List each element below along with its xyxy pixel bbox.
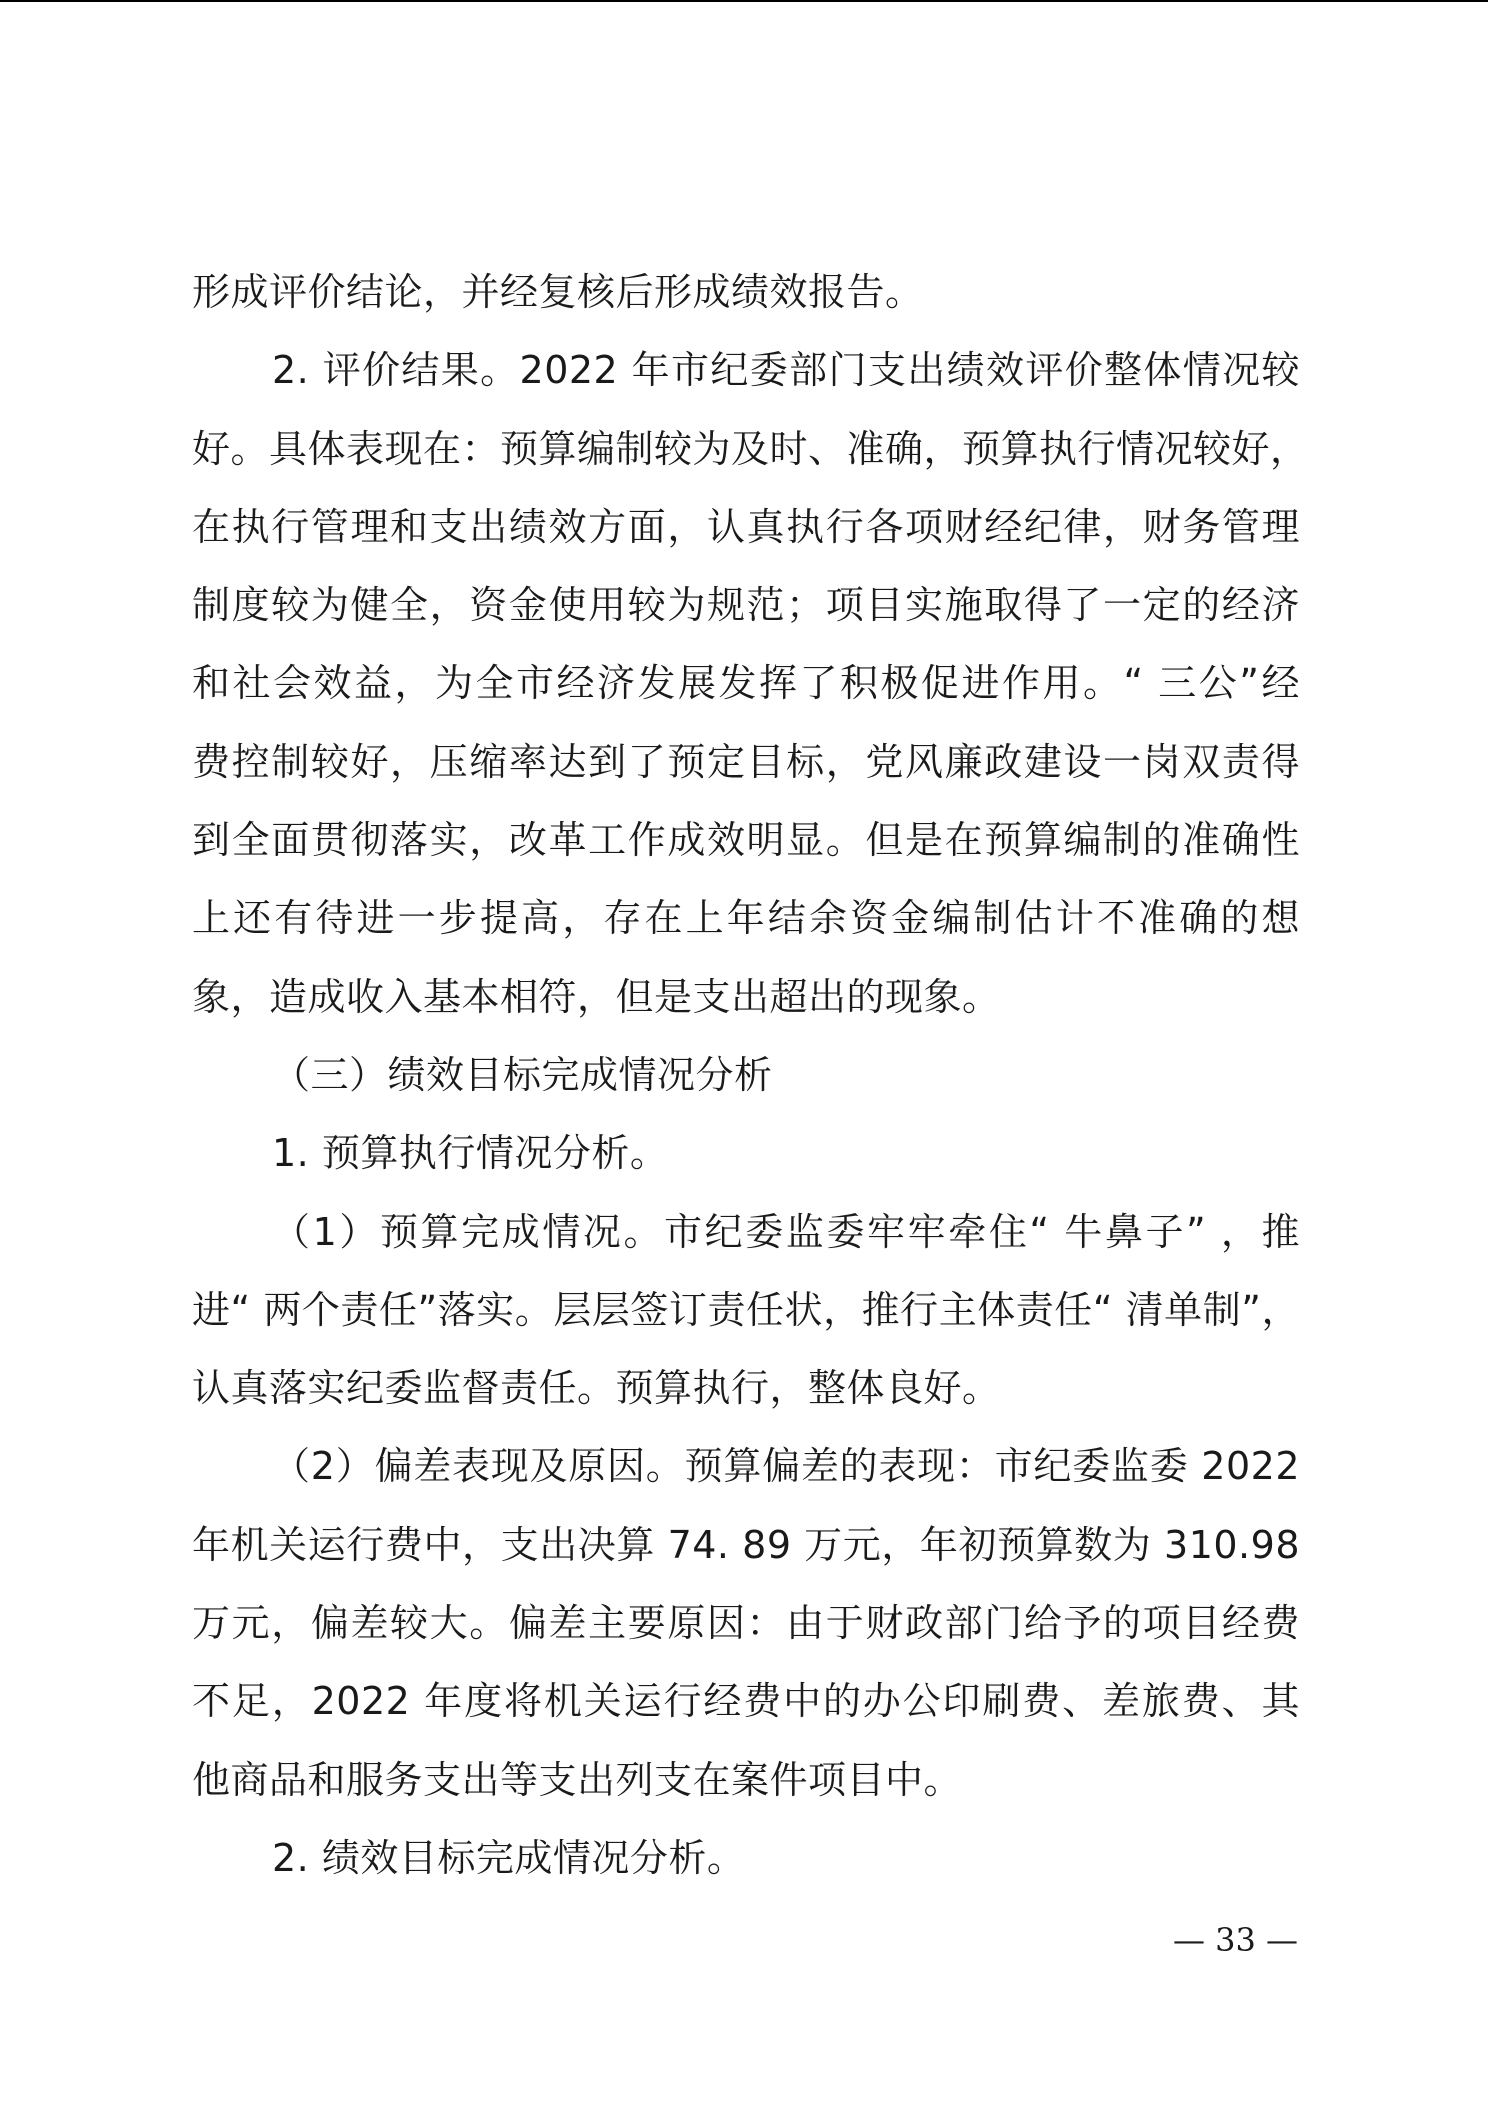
paragraph-line: 2. 评价结果。2022 年市纪委部门支出绩效评价整体情况较: [272, 348, 1300, 393]
paragraph-line: （2）偏差表现及原因。预算偏差的表现：市纪委监委 2022: [272, 1444, 1300, 1489]
paragraph-line: 制度较为健全，资金使用较为规范；项目实施取得了一定的经济: [192, 583, 1300, 628]
section-heading: （三）绩效目标完成情况分析: [272, 1052, 773, 1097]
paragraph-line: 年机关运行费中，支出决算 74. 89 万元，年初预算数为 310.98: [192, 1522, 1300, 1567]
paragraph-line: 他商品和服务支出等支出列支在案件项目中。: [192, 1757, 963, 1802]
paragraph-line: （1）预算完成情况。市纪委监委牢牢牵住“ 牛鼻子” ，推: [272, 1209, 1300, 1254]
paragraph-line: 认真落实纪委监督责任。预算执行，整体良好。: [192, 1366, 1001, 1411]
subsection-heading: 2. 绩效目标完成情况分析。: [272, 1835, 746, 1880]
paragraph-line: 进“ 两个责任”落实。层层签订责任状，推行主体责任“ 清单制”，: [192, 1287, 1300, 1332]
page-number: — 33 —: [1172, 1921, 1298, 1959]
paragraph-line: 上还有待进一步提高，存在上年结余资金编制估计不准确的想: [192, 896, 1300, 941]
paragraph-line: 万元，偏差较大。偏差主要原因：由于财政部门给予的项目经费: [192, 1601, 1300, 1646]
page-top-border: [0, 0, 1488, 2]
paragraph-line: 在执行管理和支出绩效方面，认真执行各项财经纪律，财务管理: [192, 504, 1300, 549]
paragraph-line: 和社会效益，为全市经济发展发挥了积极促进作用。“ 三公”经: [192, 661, 1300, 706]
paragraph-line: 到全面贯彻落实，改革工作成效明显。但是在预算编制的准确性: [192, 818, 1300, 863]
paragraph-line: 费控制较好，压缩率达到了预定目标，党风廉政建设一岗双责得: [192, 739, 1300, 784]
paragraph-line: 好。具体表现在：预算编制较为及时、准确，预算执行情况较好，: [192, 426, 1309, 471]
subsection-heading: 1. 预算执行情况分析。: [272, 1131, 669, 1176]
document-body: [192, 262, 1309, 1906]
paragraph-line: 不足，2022 年度将机关运行经费中的办公印刷费、差旅费、其: [192, 1679, 1300, 1724]
paragraph-line: 象，造成收入基本相符，但是支出超出的现象。: [192, 974, 1001, 1019]
paragraph-line: 形成评价结论，并经复核后形成绩效报告。: [192, 270, 924, 314]
